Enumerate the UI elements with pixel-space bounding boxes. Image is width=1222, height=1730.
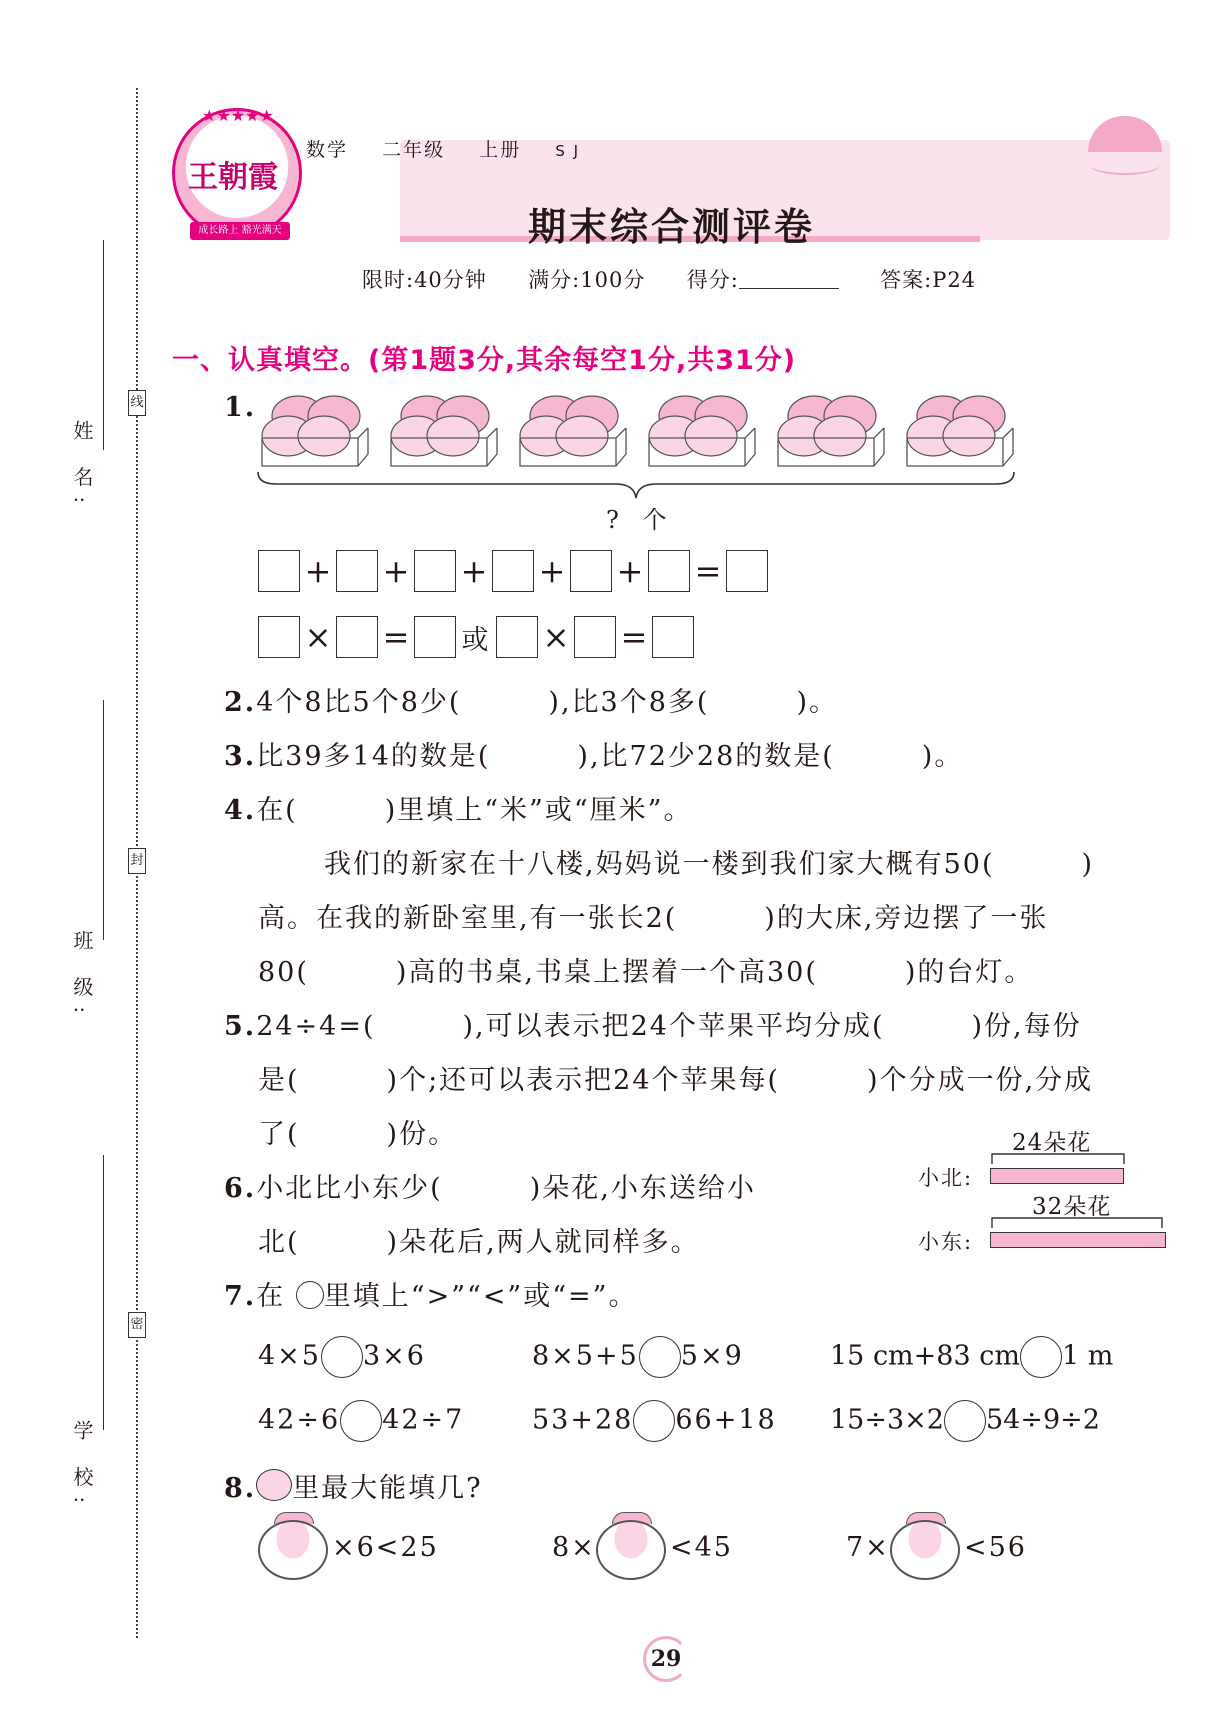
school-field[interactable] xyxy=(103,1155,104,1430)
plus-sign: + xyxy=(616,552,644,590)
q2-number: 2. xyxy=(224,687,257,718)
multiplication-equation xyxy=(258,616,694,658)
q7-intro-a: 在 xyxy=(256,1281,286,1312)
equals-sign: = xyxy=(694,552,722,590)
compare-circle[interactable] xyxy=(639,1336,681,1378)
answer-box[interactable] xyxy=(414,550,456,592)
q1-number: 1. xyxy=(224,392,257,423)
question-4 xyxy=(224,788,692,827)
class-field[interactable] xyxy=(103,700,104,940)
q4-passage-line-1: 我们的新家在十八楼,妈妈说一楼到我们家大概有50( ) xyxy=(324,849,1095,880)
compare-right: 5×9 xyxy=(680,1340,744,1372)
logo-stars: ★★★★★ xyxy=(202,106,274,125)
compare-left: 42÷6 xyxy=(258,1404,341,1436)
question-6 xyxy=(224,1166,756,1205)
exam-info-line xyxy=(362,264,976,294)
plus-sign: + xyxy=(304,552,332,590)
answer-box[interactable] xyxy=(726,550,768,592)
answer-box[interactable] xyxy=(258,616,300,658)
q5-line-2: 是( )个;还可以表示把24个苹果每( )个分成一份,分成 xyxy=(258,1065,1094,1096)
equals-sign: = xyxy=(620,618,648,656)
compare-item xyxy=(258,1400,464,1442)
question-3 xyxy=(224,734,963,773)
name-label: 姓 名: xyxy=(70,420,94,514)
q5-line-3: 了( )份。 xyxy=(258,1119,458,1150)
question-8 xyxy=(224,1466,483,1505)
equals-sign: = xyxy=(382,618,410,656)
q6-line-2: 北( )朵花后,两人就同样多。 xyxy=(258,1227,700,1258)
volume: 上册 xyxy=(479,139,522,161)
answer-box[interactable] xyxy=(336,550,378,592)
q6-number: 6. xyxy=(224,1173,257,1204)
score-field[interactable] xyxy=(739,269,839,289)
cake-tray-icon xyxy=(774,388,886,472)
q7-intro-b: 里填上“>”“<”或“=”。 xyxy=(323,1281,638,1312)
q5-number: 5. xyxy=(224,1011,257,1042)
compare-right: 1 m xyxy=(1061,1340,1114,1372)
pig-answer-circle[interactable] xyxy=(596,1520,666,1580)
seal-mark-line: 线 xyxy=(128,390,146,416)
addition-equation xyxy=(258,550,768,592)
north-brace xyxy=(990,1150,1126,1166)
q4-text: 在( )里填上“米”或“厘米”。 xyxy=(256,795,693,826)
compare-item xyxy=(830,1400,1100,1442)
max-fill-before: 7× xyxy=(846,1532,890,1563)
school-label: 学 校: xyxy=(70,1420,94,1514)
plus-sign: + xyxy=(382,552,410,590)
brace-label: ? 个 xyxy=(606,506,675,534)
seal-mark-seal: 封 xyxy=(128,848,146,874)
answer-box[interactable] xyxy=(492,550,534,592)
q4-passage-line-3: 80( )高的书桌,书桌上摆着一个高30( )的台灯。 xyxy=(258,957,1034,988)
q8-number: 8. xyxy=(224,1473,257,1504)
compare-circle[interactable] xyxy=(321,1336,363,1378)
q6-line-1: 小北比小东少( )朵花,小东送给小 xyxy=(256,1173,756,1204)
or-word: 或 xyxy=(461,624,491,656)
max-fill-before: 8× xyxy=(552,1532,596,1563)
grade: 二年级 xyxy=(382,139,446,161)
question-5 xyxy=(224,1004,1082,1043)
name-field[interactable] xyxy=(103,240,104,450)
north-count-label: 24朵花 xyxy=(1012,1130,1092,1156)
logo-slogan: 成长路上 豁光满天 xyxy=(190,222,290,240)
q7-number: 7. xyxy=(224,1281,257,1312)
cake-tray-icon xyxy=(258,388,370,472)
compare-left: 53+28 xyxy=(532,1404,634,1436)
time-limit: 限时:40分钟 xyxy=(362,268,487,292)
compare-circle[interactable] xyxy=(1020,1336,1062,1378)
cake-tray-icon xyxy=(903,388,1015,472)
east-bar xyxy=(990,1232,1166,1248)
compare-left: 15÷3×2 xyxy=(830,1404,944,1436)
times-sign: × xyxy=(304,618,332,656)
answer-box[interactable] xyxy=(574,616,616,658)
sun-decoration xyxy=(1088,116,1162,152)
q4-passage-line-2: 高。在我的新卧室里,有一张长2( )的大床,旁边摆了一张 xyxy=(258,903,1049,934)
brace xyxy=(256,470,1016,500)
answer-box[interactable] xyxy=(652,616,694,658)
compare-right: 3×6 xyxy=(362,1340,426,1372)
compare-item xyxy=(830,1336,1113,1378)
answer-box[interactable] xyxy=(336,616,378,658)
q5-line-1: 24÷4=( ),可以表示把24个苹果平均分成( )份,每份 xyxy=(256,1011,1082,1042)
compare-left: 15 cm+83 cm xyxy=(830,1340,1020,1372)
logo-name: 王朝霞 xyxy=(188,160,278,195)
page-number: 29 xyxy=(643,1636,689,1682)
compare-item xyxy=(532,1400,777,1442)
max-fill-after: ×6<25 xyxy=(332,1532,439,1563)
full-score: 满分:100分 xyxy=(528,268,646,292)
q8-text: 里最大能填几? xyxy=(292,1473,483,1504)
cake-tray-icon xyxy=(387,388,499,472)
edition: S J xyxy=(555,142,581,160)
subject-line xyxy=(306,135,580,162)
times-sign: × xyxy=(542,618,570,656)
plus-sign: + xyxy=(538,552,566,590)
section-title: 一、认真填空。(第1题3分,其余每空1分,共31分) xyxy=(172,345,797,376)
north-bar xyxy=(990,1168,1124,1184)
cake-tray-icon xyxy=(516,388,628,472)
sun-reflection-decoration xyxy=(1090,155,1160,175)
q3-number: 3. xyxy=(224,741,257,772)
pig-answer-circle[interactable] xyxy=(258,1520,328,1580)
compare-circle[interactable] xyxy=(944,1400,986,1442)
east-count-label: 32朵花 xyxy=(1032,1194,1112,1220)
cake-tray-icon xyxy=(645,388,757,472)
compare-right: 54÷9÷2 xyxy=(985,1404,1100,1436)
cake-trays xyxy=(258,388,1018,474)
question-7 xyxy=(224,1274,637,1313)
q2-text: 4个8比5个8少( ),比3个8多( )。 xyxy=(256,687,838,718)
answer-box[interactable] xyxy=(258,550,300,592)
pig-answer-circle[interactable] xyxy=(890,1520,960,1580)
north-label: 小北: xyxy=(918,1166,974,1190)
seal-mark-secret: 密 xyxy=(128,1312,146,1338)
answer-box[interactable] xyxy=(496,616,538,658)
q4-number: 4. xyxy=(224,795,257,826)
answer-box[interactable] xyxy=(570,550,612,592)
circle-icon xyxy=(296,1281,324,1309)
pig-circle-icon xyxy=(256,1469,292,1501)
page-title: 期末综合测评卷 xyxy=(528,205,816,249)
compare-item xyxy=(532,1336,744,1378)
max-fill-after: <45 xyxy=(670,1532,733,1563)
score-label: 得分: xyxy=(686,268,739,292)
subject: 数学 xyxy=(306,139,349,161)
compare-right: 42÷7 xyxy=(382,1404,465,1436)
answer-box[interactable] xyxy=(414,616,456,658)
east-brace xyxy=(990,1214,1166,1230)
q3-text: 比39多14的数是( ),比72少28的数是( )。 xyxy=(256,741,964,772)
class-label: 班 级: xyxy=(70,930,94,1024)
plus-sign: + xyxy=(460,552,488,590)
compare-right: 66+18 xyxy=(675,1404,777,1436)
compare-circle[interactable] xyxy=(340,1400,382,1442)
max-fill-after: <56 xyxy=(964,1532,1027,1563)
compare-item xyxy=(258,1336,426,1378)
answer-box[interactable] xyxy=(648,550,690,592)
compare-left: 8×5+5 xyxy=(532,1340,639,1372)
east-label: 小东: xyxy=(918,1230,974,1254)
question-2 xyxy=(224,680,838,719)
answer-reference: 答案:P24 xyxy=(880,268,977,292)
compare-left: 4×5 xyxy=(258,1340,321,1372)
compare-circle[interactable] xyxy=(633,1400,675,1442)
